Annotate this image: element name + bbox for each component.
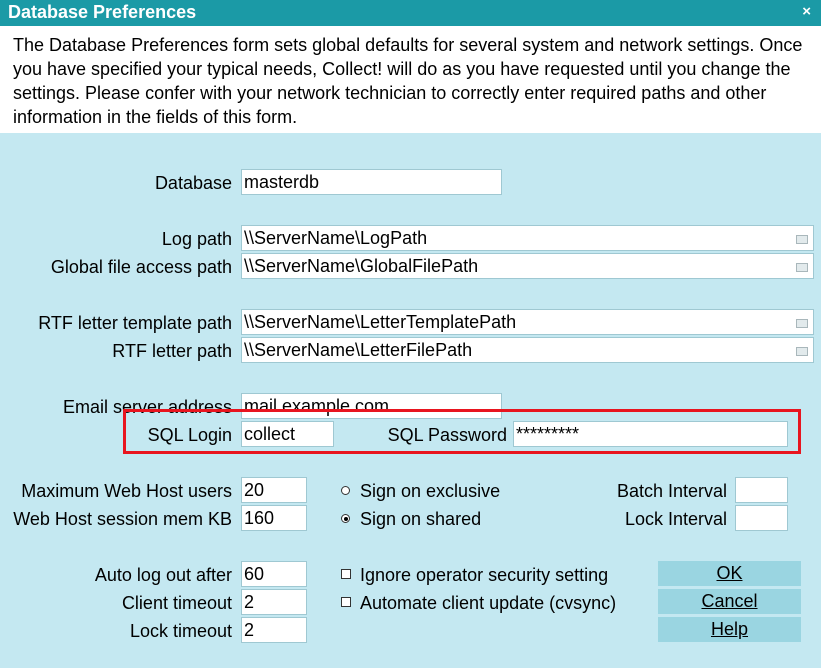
ok-button-label: OK <box>716 563 743 583</box>
max-web-users-label: Maximum Web Host users <box>21 481 232 501</box>
automate-update-label[interactable]: Automate client update (cvsync) <box>360 593 617 613</box>
sql-login-input[interactable]: collect <box>241 421 334 447</box>
web-session-mem-label: Web Host session mem KB <box>13 509 232 529</box>
ignore-security-checkbox[interactable] <box>341 569 351 579</box>
folder-icon[interactable] <box>796 235 808 244</box>
folder-icon[interactable] <box>796 263 808 272</box>
sql-highlight-box <box>123 409 801 454</box>
cancel-button-label: Cancel <box>701 591 758 611</box>
sql-password-input[interactable]: ********* <box>513 421 788 447</box>
sql-login-label: SQL Login <box>147 425 232 445</box>
sign-on-exclusive-label[interactable]: Sign on exclusive <box>360 481 501 501</box>
ok-button[interactable] <box>658 561 801 586</box>
close-icon[interactable]: × <box>802 3 811 20</box>
auto-logout-input[interactable]: 60 <box>241 561 307 587</box>
lock-timeout-label: Lock timeout <box>129 621 232 641</box>
lock-interval-label: Lock Interval <box>624 509 727 529</box>
rtf-template-value: \\ServerName\LetterTemplatePath <box>244 312 517 332</box>
automate-update-checkbox[interactable] <box>341 597 351 607</box>
database-label: Database <box>154 173 232 193</box>
folder-icon[interactable] <box>796 347 808 356</box>
client-timeout-input[interactable]: 2 <box>241 589 307 615</box>
ignore-security-label[interactable]: Ignore operator security setting <box>360 565 609 585</box>
global-path-input[interactable] <box>241 253 814 279</box>
email-server-input[interactable]: mail.example.com <box>241 393 502 419</box>
rtf-letter-value: \\ServerName\LetterFilePath <box>244 340 473 360</box>
auto-logout-label: Auto log out after <box>94 565 232 585</box>
lock-interval-input[interactable] <box>735 505 788 531</box>
global-path-value: \\ServerName\GlobalFilePath <box>244 256 479 276</box>
rtf-letter-input[interactable] <box>241 337 814 363</box>
rtf-template-input[interactable] <box>241 309 814 335</box>
log-path-label: Log path <box>161 229 232 249</box>
help-button[interactable] <box>658 617 801 642</box>
web-session-mem-input[interactable]: 160 <box>241 505 307 531</box>
lock-timeout-input[interactable]: 2 <box>241 617 307 643</box>
email-server-label: Email server address <box>62 397 232 417</box>
batch-interval-input[interactable] <box>735 477 788 503</box>
max-web-users-input[interactable]: 20 <box>241 477 307 503</box>
global-path-label: Global file access path <box>50 257 232 277</box>
folder-icon[interactable] <box>796 319 808 328</box>
window-title: Database Preferences <box>8 2 197 22</box>
log-path-value: \\ServerName\LogPath <box>244 228 428 248</box>
help-button-label: Help <box>710 619 749 639</box>
client-timeout-label: Client timeout <box>121 593 232 613</box>
rtf-letter-label: RTF letter path <box>112 341 232 361</box>
log-path-input[interactable] <box>241 225 814 251</box>
sign-on-shared-radio[interactable] <box>341 514 350 523</box>
description-text: The Database Preferences form sets global defaults for several system and network settings. Once you have specified your typical needs, Collect! will do as you have requested until you change the settings. Please confer with your network technician to correctly enter required paths and other information in the fields of this form. <box>13 35 803 127</box>
rtf-template-label: RTF letter template path <box>38 313 232 333</box>
description-panel <box>0 26 821 133</box>
sign-on-exclusive-radio[interactable] <box>341 486 350 495</box>
database-input[interactable]: masterdb <box>241 169 502 195</box>
title-bar <box>0 0 821 26</box>
batch-interval-label: Batch Interval <box>616 481 727 501</box>
sql-password-label: SQL Password <box>387 425 507 445</box>
sign-on-shared-label[interactable]: Sign on shared <box>360 509 482 529</box>
cancel-button[interactable] <box>658 589 801 614</box>
